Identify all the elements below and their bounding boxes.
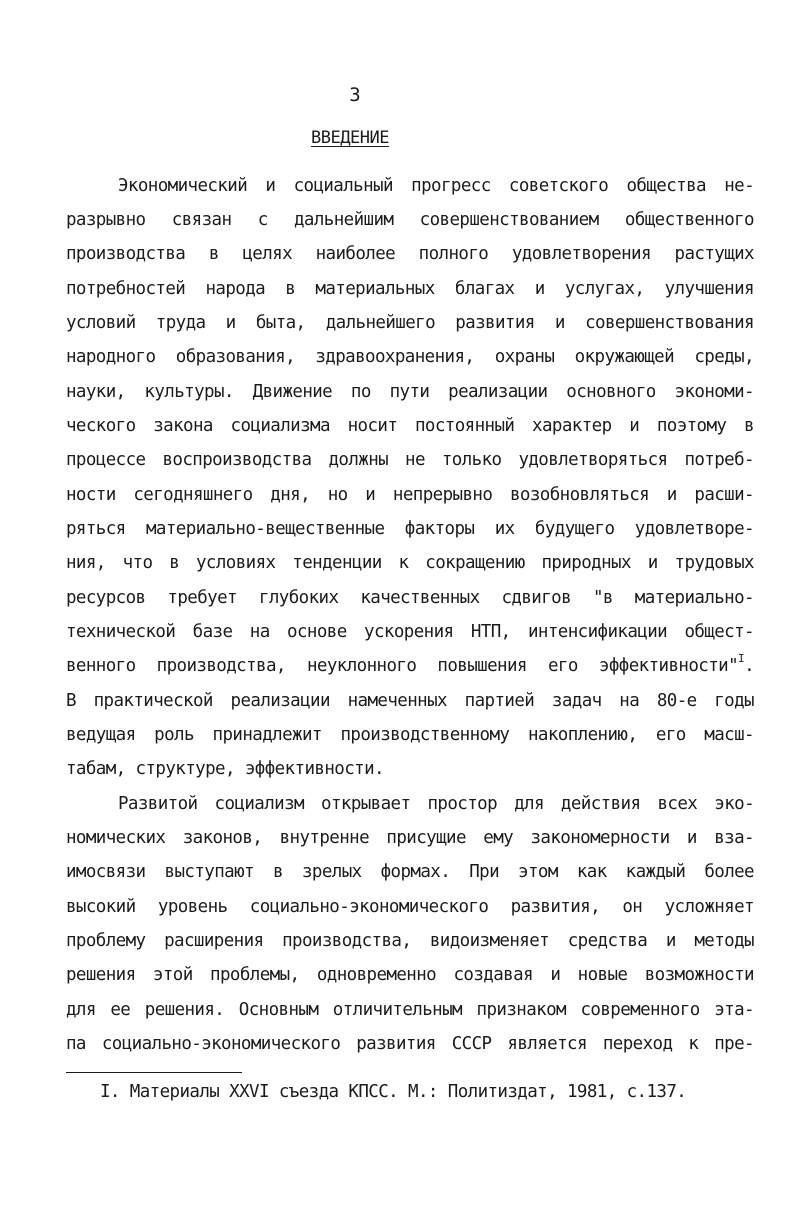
- paragraph-1-line-16: В практической реализации намеченных партией задач на 80-е годы: [66, 691, 754, 711]
- paragraph-2-line-1: Развитой социализм открывает простор для действия всех эко-: [118, 794, 754, 814]
- section-heading: ВВЕДЕНИЕ: [311, 128, 389, 148]
- paragraph-1-line-18: табам, структуре, эффективности.: [66, 759, 384, 779]
- paragraph-1-line-13: ресурсов требует глубоких качественных сдвигов "в материально-: [66, 588, 754, 608]
- paragraph-1-line-10: ности сегодняшнего дня, но и непрерывно возобновляться и расши-: [66, 485, 754, 505]
- paragraph-1-line-1: Экономический и социальный прогресс советского общества не-: [118, 176, 754, 196]
- paragraph-2-line-5: проблему расширения производства, видоизменяет средства и методы: [66, 931, 754, 951]
- footnote-separator: [66, 1072, 242, 1073]
- footnote-reference: I: [738, 652, 745, 665]
- footnote-reference-suffix: .: [744, 656, 754, 676]
- paragraph-1-line-15: [66, 652, 754, 680]
- paragraph-1-line-5: условий труда и быта, дальнейшего развития и совершенствования: [66, 313, 754, 333]
- paragraph-2-line-4: высокий уровень социально-экономического развития, он усложняет: [66, 897, 754, 917]
- paragraph-2-line-8: па социально-экономического развития СССР является переход к пре-: [66, 1034, 754, 1054]
- paragraph-2-line-7: для ее решения. Основным отличительным признаком современного эта-: [66, 1000, 754, 1020]
- paragraph-1-line-12: ния, что в условиях тенденции к сокращению природных и трудовых: [66, 553, 754, 573]
- paragraph-1-line-7: науки, культуры. Движение по пути реализации основного экономи-: [66, 382, 754, 402]
- paragraph-1-line-17: ведущая роль принадлежит производственному накоплению, его масш-: [66, 725, 754, 745]
- paragraph-2-line-3: имосвязи выступают в зрелых формах. При этом как каждый более: [66, 862, 754, 882]
- paragraph-1-line-4: потребностей народа в материальных благах и услугах, улучшения: [66, 279, 754, 299]
- paragraph-1-line-6: народного образования, здравоохранения, охраны окружающей среды,: [66, 347, 754, 367]
- footnote: I. Материалы XXVI съезда КПСС. М.: Политиздат, 1981, с.137.: [100, 1082, 687, 1102]
- paragraph-1-line-3: производства в целях наиболее полного удовлетворения растущих: [66, 244, 754, 264]
- paragraph-1-line-15-text: венного производства, неуклонного повышения его эффективности": [66, 656, 739, 676]
- paragraph-1-line-14: технической базе на основе ускорения НТП, интенсификации общест-: [66, 622, 754, 642]
- paragraph-2-line-6: решения этой проблемы, одновременно создавая и новые возможности: [66, 965, 754, 985]
- paragraph-1-line-8: ческого закона социализма носит постоянный характер и поэтому в: [66, 416, 754, 436]
- paragraph-1-line-2: разрывно связан с дальнейшим совершенствованием общественного: [66, 210, 754, 230]
- paragraph-2-line-2: номических законов, внутренне присущие ему закономерности и вза-: [66, 828, 754, 848]
- page-number: 3: [349, 84, 361, 106]
- paragraph-1-line-9: процессе воспроизводства должны не только удовлетворяться потреб-: [66, 450, 754, 470]
- paragraph-1-line-11: ряться материально-вещественные факторы их будущего удовлетворе-: [66, 519, 754, 539]
